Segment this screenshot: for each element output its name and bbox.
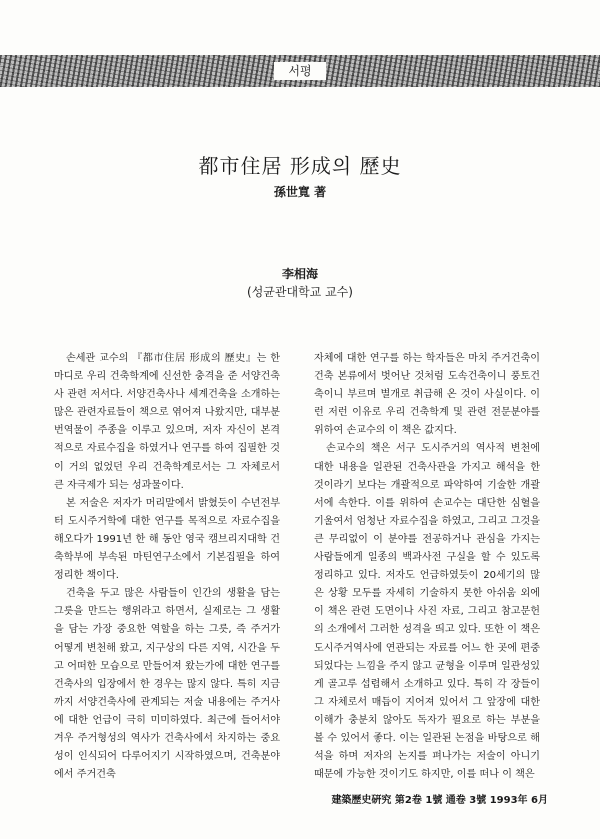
paragraph: 건축을 두고 많은 사람들이 인간의 생활을 담는 그릇을 만드는 행위라고 하면서, 실제로는 그 생활을 담는 가장 중요한 역할을 하는 그릇, 즉 주거가 어떻게 변천해 왔고, 지구상의 다른 지역, 시간을 두고 어떠한 모습으로 만들어져 왔는가에 대한 연구를 건축사의 입장에서 한 경우는 많지 않다. 특히 지금까지 서양건축사에 관계되는 저술 내용에는 주거사에 대한 언급이 극히 미미하였다. 최근에 들어서야 겨우 주거형성의 역사가 건축사에서 차지하는 중요성이 인식되어 다루어지기 시작하였으며, 건축분야에서 주거건축 (54, 588, 280, 781)
article-title: 都市住居 形成의 歷史 (198, 154, 402, 178)
reviewer-affiliation: (성균관대학교 교수) (247, 285, 353, 299)
body-column-right (314, 350, 540, 784)
section-label: 서평 (274, 62, 326, 80)
paragraph: 본 저술은 저자가 머리말에서 밝혔듯이 수년전부터 도시주거학에 대한 연구를 목적으로 자료수집을 해오다가 1991년 한 해 동안 영국 캠브리지대학 건축학부에 부속된 마틴연구소에서 기본집필을 하여 정리한 책이다. (54, 497, 280, 582)
body-column-left (54, 350, 280, 784)
paragraph: 자체에 대한 연구를 하는 학자들은 마치 주거건축이 건축 본류에서 벗어난 것처럼 도속건축이니 풍토건축이니 부르며 별개로 취급해 온 것이 사실이다. 이런 저런 이유로 우리 건축학계 및 관련 전문분야를 위하여 손교수의 이 책은 값지다. (314, 353, 540, 437)
book-author: 孫世寬 著 (273, 185, 327, 199)
reviewer-name: 李相海 (281, 267, 318, 281)
journal-citation: 建築歷史硏究 第2卷 1號 通卷 3號 1993年 6月 (331, 795, 548, 806)
paragraph: 손세관 교수의 『都市住居 形成의 歷史』는 한마디로 우리 건축학계에 신선한 충격을 준 서양건축사 관련 저서다. 서양건축사나 세계건축을 소개하는 많은 관련자료들이 책으로 엮어져 나왔지만, 대부분 번역물이 주종을 이루고 있으며, 저자 자신이 본격적으로 자료수집을 하였거나 연구를 하여 집필한 것이 거의 없었던 우리 건축학계로서는 그 자체로서 큰 자극제가 되는 성과물이다. (54, 353, 280, 491)
paragraph: 손교수의 책은 서구 도시주거의 역사적 변천에 대한 내용을 일관된 건축사관을 가지고 해석을 한 것이라기 보다는 개괄적으로 파악하여 기술한 개괄서에 속한다. 이를 위하여 손교수는 대단한 심혈을 기울여서 엄청난 자료수집을 하였고, 그리고 그것을 큰 무리없이 이 분야를 전공하거나 관심을 가지는 사람들에게 일종의 백과사전 구실을 할 수 있도록 정리하고 있다. 저자도 언급하였듯이 20세기의 많은 상황 모두를 자세히 기술하지 못한 아쉬움 외에 이 책은 관련 도면이나 사진 자료, 그리고 참고문헌의 소개에서 그러한 성격을 띄고 있다. 또한 이 책은 도시주거역사에 연관되는 자료를 어느 한 곳에 편중되었다는 느낌을 주지 않고 균형을 이루며 일관성있게 골고루 섭렵해서 소개하고 있다. 특히 각 장들이 그 자체로서 매듭이 지어져 있어서 그 앞장에 대한 이해가 충분치 않아도 독자가 필요로 하는 부분을 볼 수 있어서 좋다. 이는 일관된 논점을 바탕으로 해석을 하며 저자의 논지를 펴나가는 저술이 아니기 때문에 가능한 것이기도 하지만, 이를 떠나 이 책은 (314, 443, 540, 781)
